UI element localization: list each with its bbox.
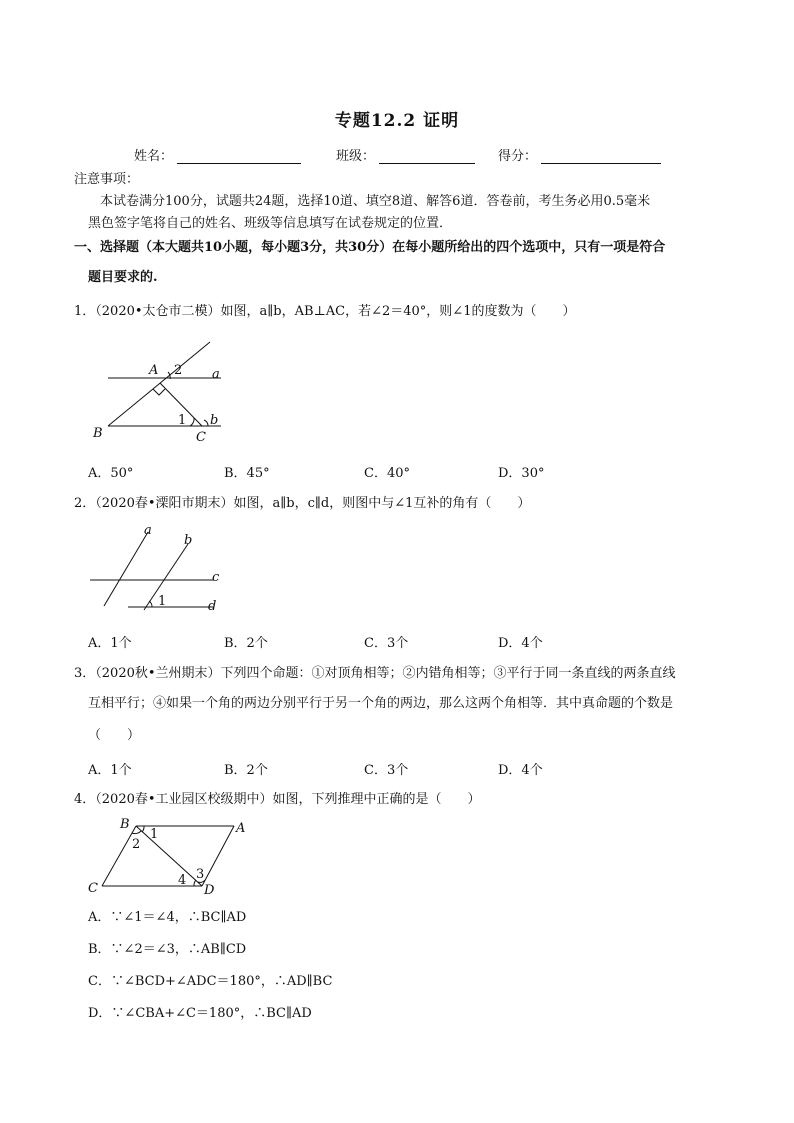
- question-4-option-a[interactable]: A．∵∠1＝∠4，∴BC∥AD: [88, 910, 247, 925]
- label-a: a: [212, 367, 220, 382]
- label-2: 2: [132, 837, 141, 852]
- line-a: [104, 532, 148, 606]
- question-4-option-c[interactable]: C．∵∠BCD+∠ADC＝180°，∴AD∥BC: [88, 974, 333, 989]
- name-blank[interactable]: [177, 149, 301, 164]
- label-1: 1: [158, 594, 167, 609]
- student-info-row: [0, 145, 794, 165]
- label-B: B: [93, 426, 103, 441]
- question-4-figure: [84, 814, 260, 898]
- angle-1-arc: [142, 826, 144, 832]
- name-label: 姓名：: [134, 149, 174, 164]
- question-2-option-d[interactable]: D．4个: [498, 636, 543, 651]
- question-3-option-b[interactable]: B．2个: [224, 763, 268, 778]
- label-B: B: [120, 817, 130, 832]
- label-D: D: [204, 883, 215, 898]
- question-3-option-a[interactable]: A．1个: [88, 763, 132, 778]
- question-2-figure: [86, 522, 236, 618]
- label-C: C: [196, 430, 206, 445]
- label-A: A: [149, 363, 159, 378]
- question-1-option-b[interactable]: B．45°: [224, 466, 270, 481]
- question-3-stem-line-2: 互相平行；④如果一个角的两边分别平行于另一个角的两边，那么这两个角相等．其中真命题的个数是: [88, 696, 674, 711]
- angle-1-arc: [149, 601, 152, 607]
- question-2-option-b[interactable]: B．2个: [224, 636, 268, 651]
- question-1-option-c[interactable]: C．40°: [364, 466, 410, 481]
- label-1: 1: [150, 827, 159, 842]
- class-field[interactable]: [336, 145, 475, 164]
- segment-BA: [108, 342, 210, 426]
- segment-DA: [202, 826, 234, 886]
- angle-c-arc: [204, 420, 208, 426]
- question-4-stem: 4．（2020春•工业园区校级期中）如图，下列推理中正确的是（ ）: [74, 792, 481, 807]
- notice-heading: 注意事项：: [74, 172, 140, 187]
- question-1-option-d[interactable]: D．30°: [498, 466, 545, 481]
- label-a: a: [144, 523, 152, 538]
- label-b: b: [210, 413, 219, 428]
- question-1-figure: [86, 336, 236, 446]
- score-label: 得分：: [498, 149, 538, 164]
- class-label: 班级：: [336, 149, 376, 164]
- question-2-stem: 2．（2020春•溧阳市期末）如图，a∥b，c∥d，则图中与∠1互补的角有（ ）: [74, 496, 531, 511]
- question-3-stem-line-3: （ ）: [88, 728, 141, 743]
- label-C: C: [88, 881, 98, 896]
- label-d: d: [208, 599, 217, 614]
- page-title: 专题12.2 证明: [334, 111, 460, 131]
- label-b: b: [184, 533, 193, 548]
- question-1-stem: 1．（2020•太仓市二模）如图，a∥b，AB⊥AC，若∠2＝40°，则∠1的度数为（ ）: [74, 304, 576, 319]
- label-1: 1: [178, 413, 187, 428]
- label-A: A: [236, 821, 246, 836]
- name-field[interactable]: [134, 145, 301, 164]
- label-c: c: [212, 570, 220, 585]
- question-3-stem-line-1: 3．（2020秋•兰州期末）下列四个命题：①对顶角相等；②内错角相等；③平行于同一条直线的两条直线: [74, 666, 676, 681]
- segment-CB: [102, 826, 136, 886]
- label-3: 3: [196, 867, 205, 882]
- question-4-option-d[interactable]: D．∵∠CBA+∠C＝180°，∴BC∥AD: [88, 1006, 312, 1021]
- question-3-option-d[interactable]: D．4个: [498, 763, 543, 778]
- section-heading-line-2: 题目要求的.: [88, 270, 158, 285]
- segment-BD: [136, 826, 205, 886]
- class-blank[interactable]: [379, 149, 475, 164]
- label-4: 4: [178, 873, 187, 888]
- question-2-option-a[interactable]: A．1个: [88, 636, 132, 651]
- label-2: 2: [174, 363, 183, 378]
- question-2-option-c[interactable]: C．3个: [364, 636, 409, 651]
- score-field[interactable]: [498, 145, 661, 164]
- right-angle-mark: [153, 389, 165, 395]
- score-blank[interactable]: [541, 149, 661, 164]
- question-1-option-a[interactable]: A．50°: [88, 466, 134, 481]
- notice-line-1: 本试卷满分100分，试题共24题，选择10道、填空8道、解答6道．答卷前，考生务必用0.5毫米: [100, 194, 651, 209]
- question-4-option-b[interactable]: B．∵∠2＝∠3，∴AB∥CD: [88, 942, 247, 957]
- question-3-option-c[interactable]: C．3个: [364, 763, 409, 778]
- angle-1-arc: [190, 418, 194, 426]
- notice-line-2: 黑色签字笔将自己的姓名、班级等信息填写在试卷规定的位置．: [88, 216, 453, 231]
- section-heading-line-1: 一、选择题（本大题共10小题，每小题3分，共30分）在每小题所给出的四个选项中，只有一项是符合: [74, 240, 666, 255]
